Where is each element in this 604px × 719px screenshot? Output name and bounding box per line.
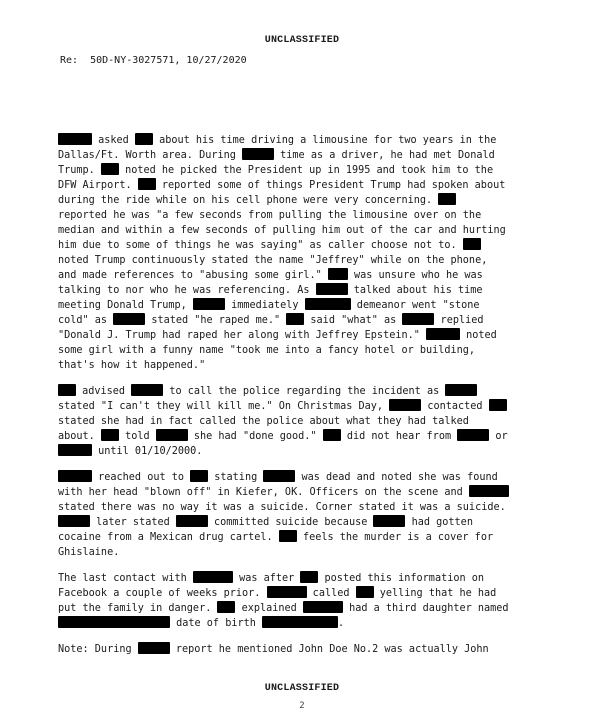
text-segment: . xyxy=(338,618,345,629)
text-segment: yelling that he had xyxy=(373,588,497,599)
text-segment: reported some of things President Trump had spoken about xyxy=(155,180,506,191)
text-segment: told xyxy=(118,431,156,442)
redaction-block xyxy=(156,429,188,441)
text-line xyxy=(58,485,548,500)
redaction-block xyxy=(58,133,92,145)
redaction-block xyxy=(267,586,307,598)
text-segment: later stated xyxy=(90,517,176,528)
paragraph xyxy=(58,571,548,631)
paragraph xyxy=(58,133,548,373)
text-segment: stated "I can't they will kill me." On Christmas Day, xyxy=(58,401,390,412)
text-line xyxy=(58,470,548,485)
redaction-block xyxy=(58,616,170,628)
redaction-block xyxy=(262,616,338,628)
document-body xyxy=(58,133,548,668)
text-segment: posted this information on xyxy=(318,573,485,584)
redaction-block xyxy=(279,530,297,542)
text-segment: about his time driving a limousine for two years in the xyxy=(152,135,497,146)
redaction-block xyxy=(316,283,348,295)
text-segment: had gotten xyxy=(405,517,473,528)
text-line xyxy=(58,429,548,444)
text-segment: Facebook a couple of weeks prior. xyxy=(58,588,267,599)
text-segment: feels the murder is a cover for xyxy=(296,532,494,543)
redaction-block xyxy=(101,163,119,175)
redaction-block xyxy=(176,515,208,527)
redaction-block xyxy=(389,399,421,411)
text-segment: reported he was "a few seconds from pulling the limousine over on the xyxy=(58,210,482,221)
text-line xyxy=(58,571,548,586)
text-line xyxy=(58,343,548,358)
paragraph xyxy=(58,642,548,657)
text-segment: some girl with a funny name "took me into a fancy hotel or building, xyxy=(58,345,476,356)
text-segment: contacted xyxy=(421,401,489,412)
text-line xyxy=(58,358,548,373)
text-segment: time as a driver, he had met Donald xyxy=(274,150,495,161)
redaction-block xyxy=(356,586,374,598)
text-segment: demeanor went "stone xyxy=(350,300,480,311)
text-segment: talked about his time xyxy=(347,285,483,296)
text-segment: said "what" as xyxy=(304,315,403,326)
text-segment: cocaine from a Mexican drug cartel. xyxy=(58,532,279,543)
file-reference: Re: 50D-NY-3027571, 10/27/2020 xyxy=(60,55,247,66)
text-segment: until 01/10/2000. xyxy=(92,446,203,457)
classification-footer: UNCLASSIFIED xyxy=(264,683,340,694)
text-segment: noted he picked the President up in 1995 and took him to the xyxy=(118,165,494,176)
redaction-block xyxy=(303,601,343,613)
text-line xyxy=(58,208,548,223)
text-segment: during the ride while on his cell phone were very concerning. xyxy=(58,195,439,206)
classification-header: UNCLASSIFIED xyxy=(264,35,340,46)
text-segment: stated "he raped me." xyxy=(145,315,287,326)
text-segment: noted xyxy=(460,330,497,341)
text-segment: about. xyxy=(58,431,101,442)
text-segment: noted Trump continuously stated the name "Jeffrey" while on the phone, xyxy=(58,255,488,266)
text-segment: him due to some of things he was saying" as caller choose not to. xyxy=(58,240,463,251)
text-segment: "Donald J. Trump had raped her along with Jeffrey Epstein." xyxy=(58,330,427,341)
text-line xyxy=(58,148,548,163)
text-segment: replied xyxy=(434,315,484,326)
text-segment: DFW Airport. xyxy=(58,180,138,191)
text-segment: was unsure who he was xyxy=(347,270,483,281)
text-segment: report he mentioned John Doe No.2 was actually John xyxy=(169,644,489,655)
redaction-block xyxy=(300,571,318,583)
text-segment: talking to nor who he was referencing. As xyxy=(58,285,316,296)
redaction-block xyxy=(138,642,170,654)
redaction-block xyxy=(58,384,76,396)
text-line xyxy=(58,328,548,343)
redaction-block xyxy=(135,133,153,145)
redaction-block xyxy=(58,444,92,456)
text-segment: put the family in danger. xyxy=(58,603,218,614)
text-segment: The last contact with xyxy=(58,573,193,584)
text-line xyxy=(58,414,548,429)
text-line xyxy=(58,253,548,268)
redaction-block xyxy=(469,485,509,497)
text-segment: cold" as xyxy=(58,315,114,326)
text-line xyxy=(58,133,548,148)
text-line xyxy=(58,283,548,298)
redaction-block xyxy=(217,601,235,613)
text-line xyxy=(58,178,548,193)
redaction-block xyxy=(457,429,489,441)
text-segment: Trump. xyxy=(58,165,101,176)
text-segment: was after xyxy=(232,573,301,584)
page-number: 2 xyxy=(299,701,305,711)
text-line xyxy=(58,444,548,459)
text-segment: did not hear from xyxy=(340,431,458,442)
text-line xyxy=(58,500,548,515)
text-segment: she had "done good." xyxy=(187,431,323,442)
text-segment: stated she had in fact called the police about what they had talked xyxy=(58,416,469,427)
redaction-block xyxy=(242,148,274,160)
text-segment: date of birth xyxy=(170,618,263,629)
redaction-block xyxy=(426,328,460,340)
redaction-block xyxy=(138,178,156,190)
redaction-block xyxy=(113,313,145,325)
text-segment: to call the police regarding the incident as xyxy=(163,386,446,397)
redaction-block xyxy=(193,571,233,583)
text-segment: with her head "blown off" in Kiefer, OK. Officers on the scene and xyxy=(58,487,469,498)
text-segment: asked xyxy=(92,135,135,146)
text-segment: and made references to "abusing some girl." xyxy=(58,270,328,281)
text-segment: committed suicide because xyxy=(207,517,374,528)
text-segment: stated there was no way it was a suicide. Corner stated it was a suicide. xyxy=(58,502,506,513)
text-line xyxy=(58,163,548,178)
redaction-block xyxy=(305,298,351,310)
text-line xyxy=(58,399,548,414)
redaction-block xyxy=(131,384,163,396)
text-segment: advised xyxy=(76,386,132,397)
text-line xyxy=(58,298,548,313)
text-line xyxy=(58,530,548,545)
redaction-block xyxy=(190,470,208,482)
text-segment: reached out to xyxy=(92,472,191,483)
text-segment: called xyxy=(306,588,356,599)
text-line xyxy=(58,545,548,560)
text-segment: had a third daughter named xyxy=(342,603,509,614)
redaction-block xyxy=(489,399,507,411)
text-line xyxy=(58,268,548,283)
redaction-block xyxy=(445,384,477,396)
redaction-block xyxy=(323,429,341,441)
text-segment: was dead and noted she was found xyxy=(295,472,498,483)
text-line xyxy=(58,223,548,238)
text-segment: median and within a few seconds of pulling him out of the car and hurting xyxy=(58,225,506,236)
text-line xyxy=(58,642,548,657)
text-line xyxy=(58,616,548,631)
redaction-block xyxy=(101,429,119,441)
redaction-block xyxy=(263,470,295,482)
text-segment: that's how it happened." xyxy=(58,360,206,371)
text-line xyxy=(58,586,548,601)
text-line xyxy=(58,193,548,208)
text-segment: Ghislaine. xyxy=(58,547,120,558)
redaction-block xyxy=(58,470,92,482)
redaction-block xyxy=(193,298,225,310)
text-segment: Dallas/Ft. Worth area. During xyxy=(58,150,243,161)
text-line xyxy=(58,515,548,530)
text-segment: Note: During xyxy=(58,644,138,655)
redaction-block xyxy=(373,515,405,527)
paragraph xyxy=(58,384,548,459)
text-segment: immediately xyxy=(224,300,305,311)
text-line xyxy=(58,601,548,616)
paragraph xyxy=(58,470,548,560)
redaction-block xyxy=(286,313,304,325)
text-line xyxy=(58,313,548,328)
text-segment: or xyxy=(489,431,508,442)
redaction-block xyxy=(402,313,434,325)
text-segment: stating xyxy=(208,472,264,483)
text-line xyxy=(58,238,548,253)
redaction-block xyxy=(438,193,456,205)
redaction-block xyxy=(328,268,348,280)
text-segment: explained xyxy=(235,603,303,614)
text-segment: meeting Donald Trump, xyxy=(58,300,193,311)
redaction-block xyxy=(58,515,90,527)
text-line xyxy=(58,384,548,399)
redaction-block xyxy=(463,238,481,250)
